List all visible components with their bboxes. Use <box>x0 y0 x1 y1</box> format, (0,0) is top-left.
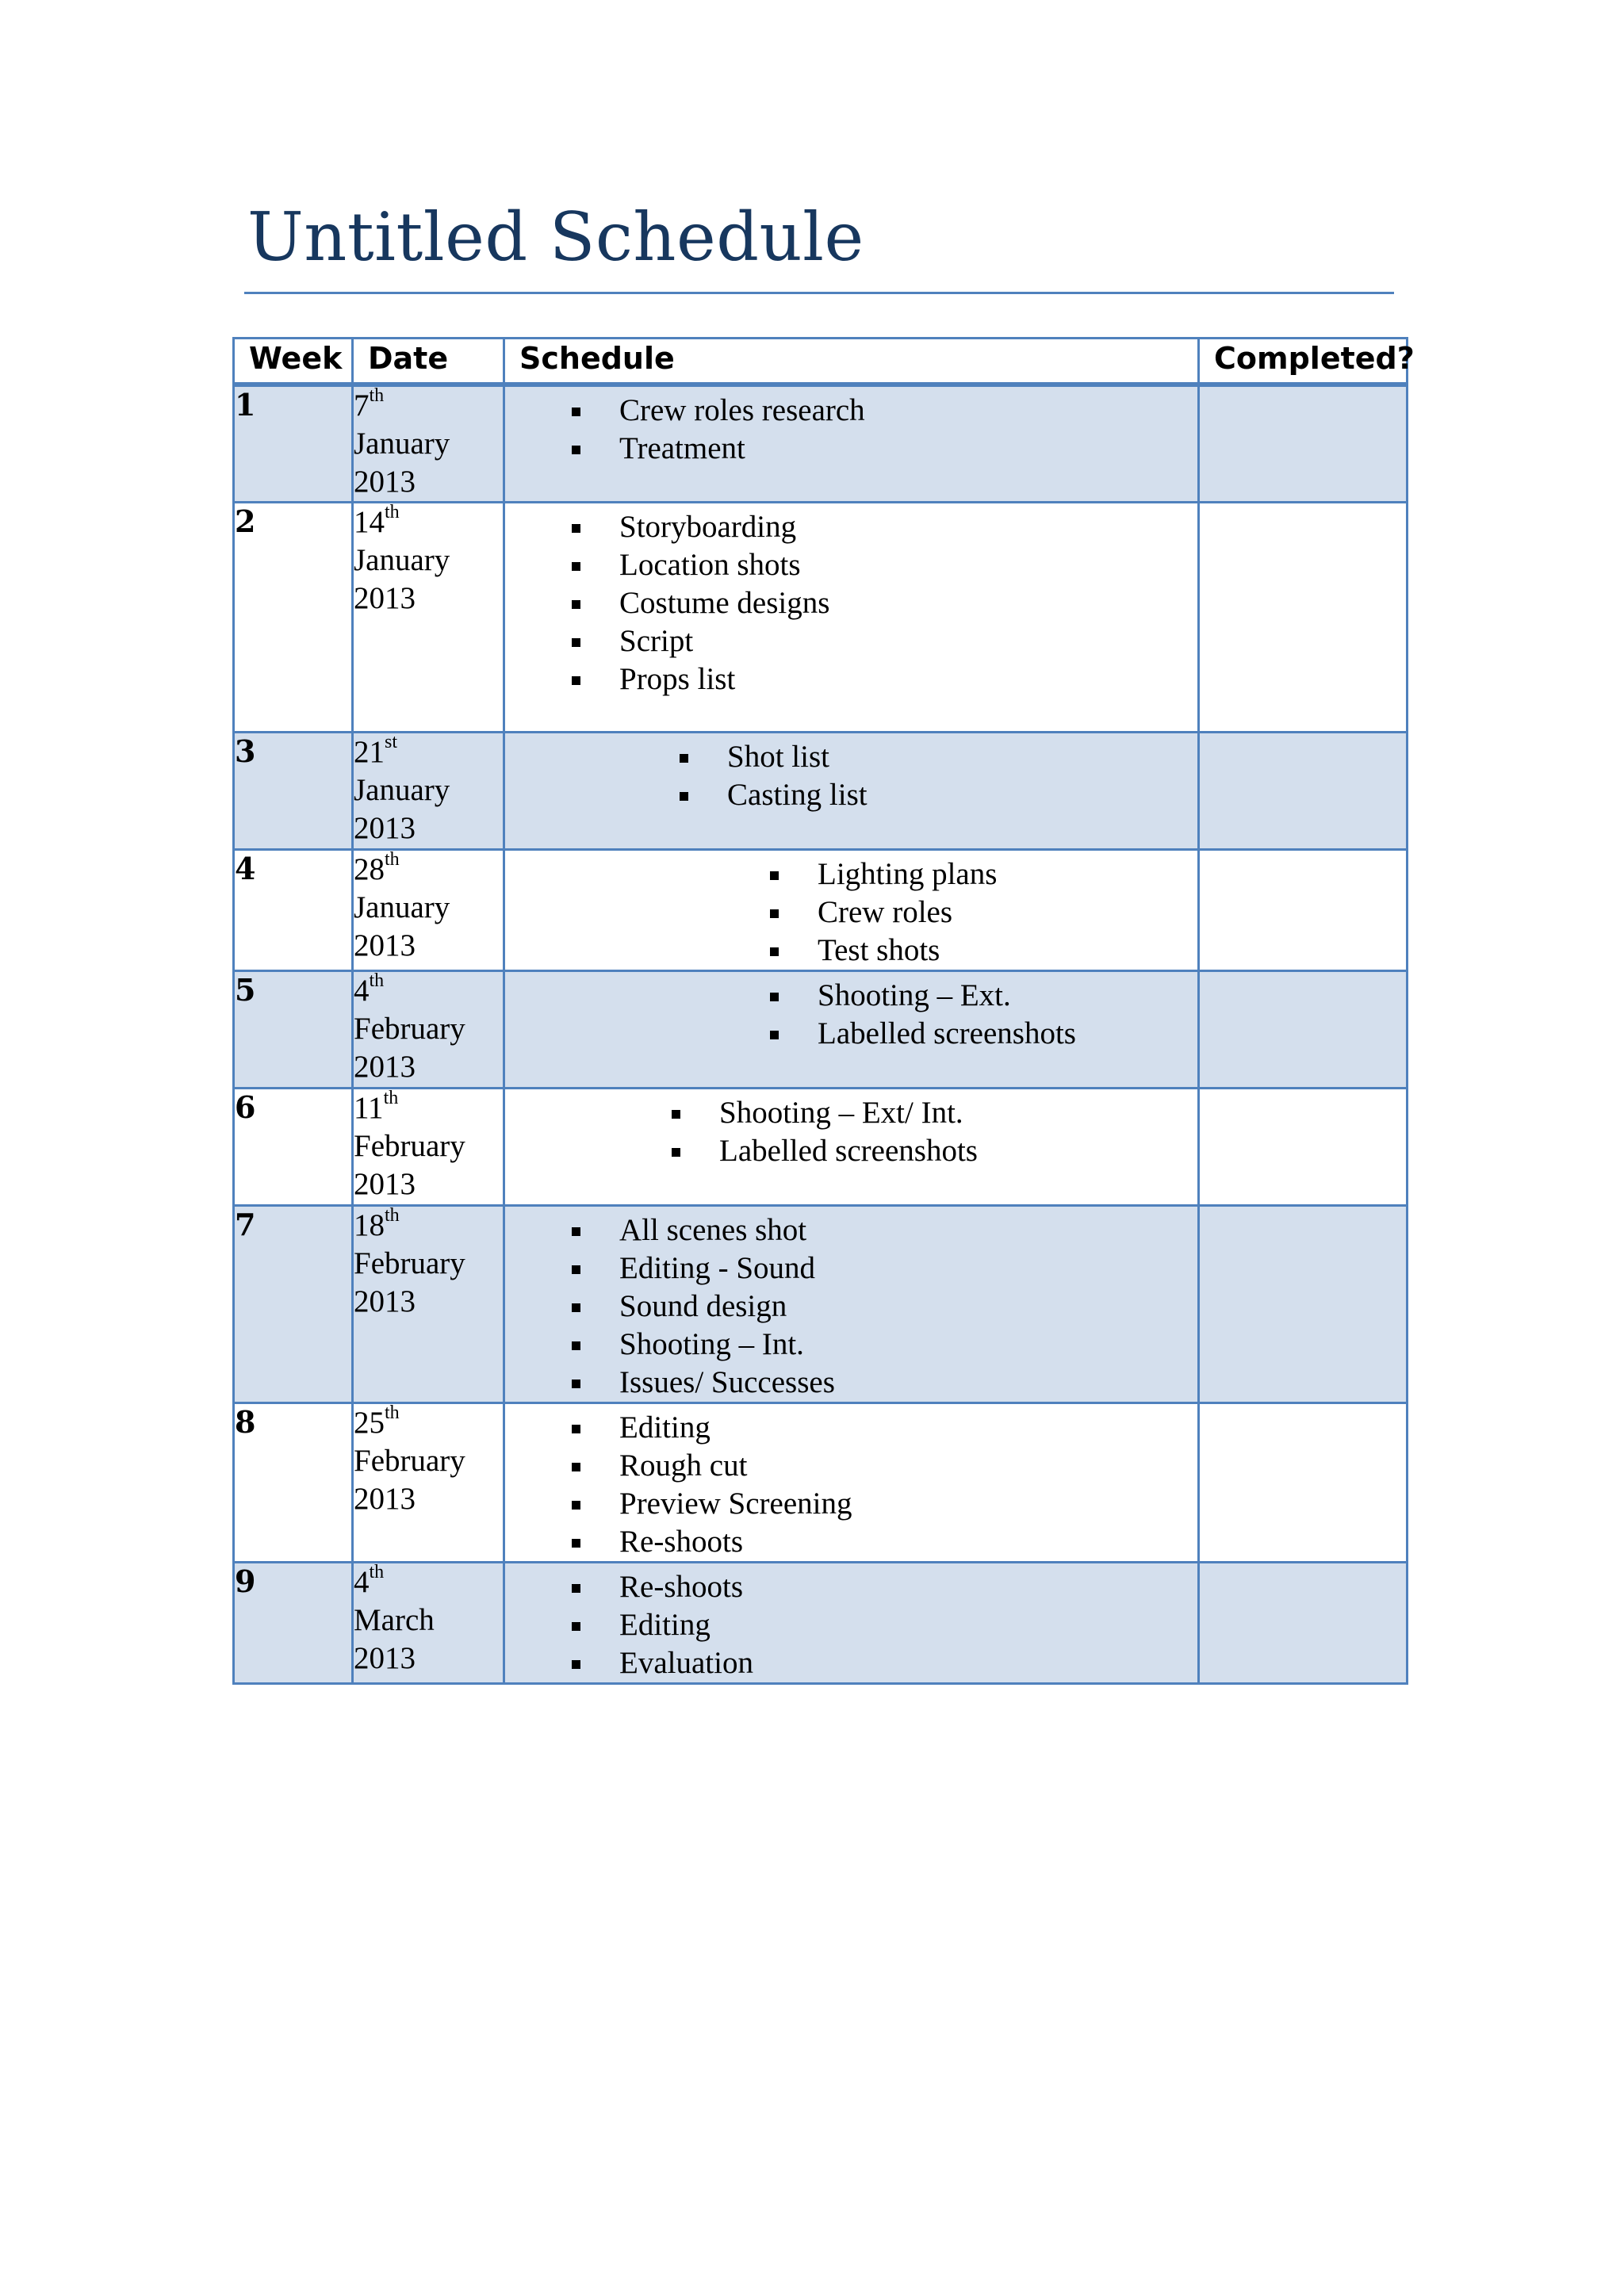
schedule-list <box>505 851 1197 970</box>
list-item: Re-shoots <box>505 1568 1197 1606</box>
table-row <box>234 1089 1408 1206</box>
schedule-list <box>505 387 1197 468</box>
list-item: Issues/ Successes <box>505 1364 1197 1402</box>
list-item: Labelled screenshots <box>505 1132 1197 1170</box>
table-row <box>234 385 1408 503</box>
table-row <box>234 1206 1408 1403</box>
list-item: Lighting plans <box>505 855 1197 894</box>
date-month: January <box>354 543 450 577</box>
schedule-list <box>505 1563 1197 1682</box>
date-cell <box>353 503 504 733</box>
week-number: 8 <box>234 1403 353 1563</box>
list-item: Script <box>505 622 1197 660</box>
week-number: 5 <box>234 971 353 1089</box>
table-row <box>234 733 1408 850</box>
date-day: 21 <box>354 735 385 769</box>
date-month: February <box>354 1444 465 1478</box>
schedule-list <box>505 1207 1197 1402</box>
schedule-list <box>505 733 1197 814</box>
header-date: Date <box>353 339 504 385</box>
completed-cell[interactable] <box>1199 1206 1408 1403</box>
table-row <box>234 971 1408 1089</box>
date-day: 28 <box>354 852 385 886</box>
list-item: Casting list <box>505 776 1197 814</box>
schedule-table <box>232 337 1415 1685</box>
date-day: 25 <box>354 1406 385 1440</box>
schedule-cell <box>504 971 1199 1089</box>
list-item: Editing - Sound <box>505 1249 1197 1288</box>
date-day: 4 <box>354 1565 370 1599</box>
date-suffix: th <box>385 849 400 870</box>
schedule-list <box>505 503 1197 698</box>
completed-cell[interactable] <box>1199 385 1408 503</box>
date-suffix: th <box>385 1402 400 1423</box>
week-number: 4 <box>234 850 353 971</box>
list-item: Test shots <box>505 932 1197 970</box>
date-month: January <box>354 427 450 461</box>
week-number: 7 <box>234 1206 353 1403</box>
list-item: Evaluation <box>505 1644 1197 1682</box>
date-year: 2013 <box>354 928 416 962</box>
list-item: Re-shoots <box>505 1523 1197 1561</box>
date-month: January <box>354 773 450 807</box>
list-item: Props list <box>505 660 1197 698</box>
date-month: March <box>354 1603 435 1637</box>
list-item: Rough cut <box>505 1447 1197 1485</box>
schedule-cell <box>504 850 1199 971</box>
date-year: 2013 <box>354 1284 416 1318</box>
schedule-list <box>505 972 1197 1053</box>
completed-cell[interactable] <box>1199 1563 1408 1684</box>
header-completed: Completed? <box>1199 339 1408 385</box>
date-suffix: th <box>383 1088 399 1108</box>
week-number: 2 <box>234 503 353 733</box>
list-item: All scenes shot <box>505 1211 1197 1249</box>
schedule-cell <box>504 385 1199 503</box>
date-suffix: th <box>385 502 400 522</box>
list-item: Storyboarding <box>505 508 1197 546</box>
date-year: 2013 <box>354 1641 416 1675</box>
date-cell <box>353 1563 504 1684</box>
date-month: February <box>354 1129 465 1163</box>
week-number: 3 <box>234 733 353 850</box>
list-item: Editing <box>505 1409 1197 1447</box>
date-year: 2013 <box>354 581 416 615</box>
completed-cell[interactable] <box>1199 1403 1408 1563</box>
table-row <box>234 1403 1408 1563</box>
schedule-cell <box>504 503 1199 733</box>
date-cell <box>353 971 504 1089</box>
list-item: Location shots <box>505 546 1197 584</box>
date-suffix: th <box>385 1205 400 1226</box>
date-suffix: th <box>369 385 385 406</box>
week-number: 1 <box>234 385 353 503</box>
date-suffix: st <box>385 732 398 752</box>
completed-cell[interactable] <box>1199 850 1408 971</box>
date-day: 7 <box>354 388 370 423</box>
schedule-cell <box>504 1089 1199 1206</box>
date-suffix: th <box>369 970 385 991</box>
date-cell <box>353 850 504 971</box>
list-item: Labelled screenshots <box>505 1015 1197 1053</box>
list-item: Shooting – Ext/ Int. <box>505 1094 1197 1132</box>
table-row <box>234 1563 1408 1684</box>
header-row <box>234 339 1408 385</box>
date-year: 2013 <box>354 1050 416 1084</box>
completed-cell[interactable] <box>1199 971 1408 1089</box>
table-row <box>234 503 1408 733</box>
header-week: Week <box>234 339 353 385</box>
list-item: Shooting – Ext. <box>505 977 1197 1015</box>
schedule-cell <box>504 1563 1199 1684</box>
list-item: Shot list <box>505 738 1197 776</box>
date-day: 18 <box>354 1208 385 1242</box>
list-item: Crew roles <box>505 894 1197 932</box>
date-year: 2013 <box>354 811 416 845</box>
schedule-list <box>505 1404 1197 1561</box>
date-cell <box>353 1403 504 1563</box>
date-year: 2013 <box>354 1167 416 1201</box>
table-row <box>234 850 1408 971</box>
date-cell <box>353 1089 504 1206</box>
date-day: 4 <box>354 974 370 1008</box>
completed-cell[interactable] <box>1199 503 1408 733</box>
list-item: Preview Screening <box>505 1485 1197 1523</box>
date-year: 2013 <box>354 465 416 499</box>
title-underline <box>244 292 1394 294</box>
list-item: Treatment <box>505 430 1197 468</box>
schedule-cell <box>504 733 1199 850</box>
completed-cell[interactable] <box>1199 1089 1408 1206</box>
week-number: 9 <box>234 1563 353 1684</box>
date-year: 2013 <box>354 1482 416 1516</box>
date-month: February <box>354 1246 465 1280</box>
date-month: January <box>354 890 450 924</box>
list-item: Editing <box>505 1606 1197 1644</box>
date-month: February <box>354 1012 465 1046</box>
week-number: 6 <box>234 1089 353 1206</box>
date-suffix: th <box>369 1562 385 1582</box>
document-title: Untitled Schedule <box>247 198 864 276</box>
header-schedule: Schedule <box>504 339 1199 385</box>
schedule-list <box>505 1089 1197 1170</box>
date-cell <box>353 385 504 503</box>
list-item: Crew roles research <box>505 392 1197 430</box>
date-cell <box>353 1206 504 1403</box>
schedule-cell <box>504 1403 1199 1563</box>
date-day: 11 <box>354 1091 384 1125</box>
date-day: 14 <box>354 505 385 539</box>
list-item: Shooting – Int. <box>505 1326 1197 1364</box>
list-item: Sound design <box>505 1288 1197 1326</box>
date-cell <box>353 733 504 850</box>
completed-cell[interactable] <box>1199 733 1408 850</box>
list-item: Costume designs <box>505 584 1197 622</box>
schedule-cell <box>504 1206 1199 1403</box>
